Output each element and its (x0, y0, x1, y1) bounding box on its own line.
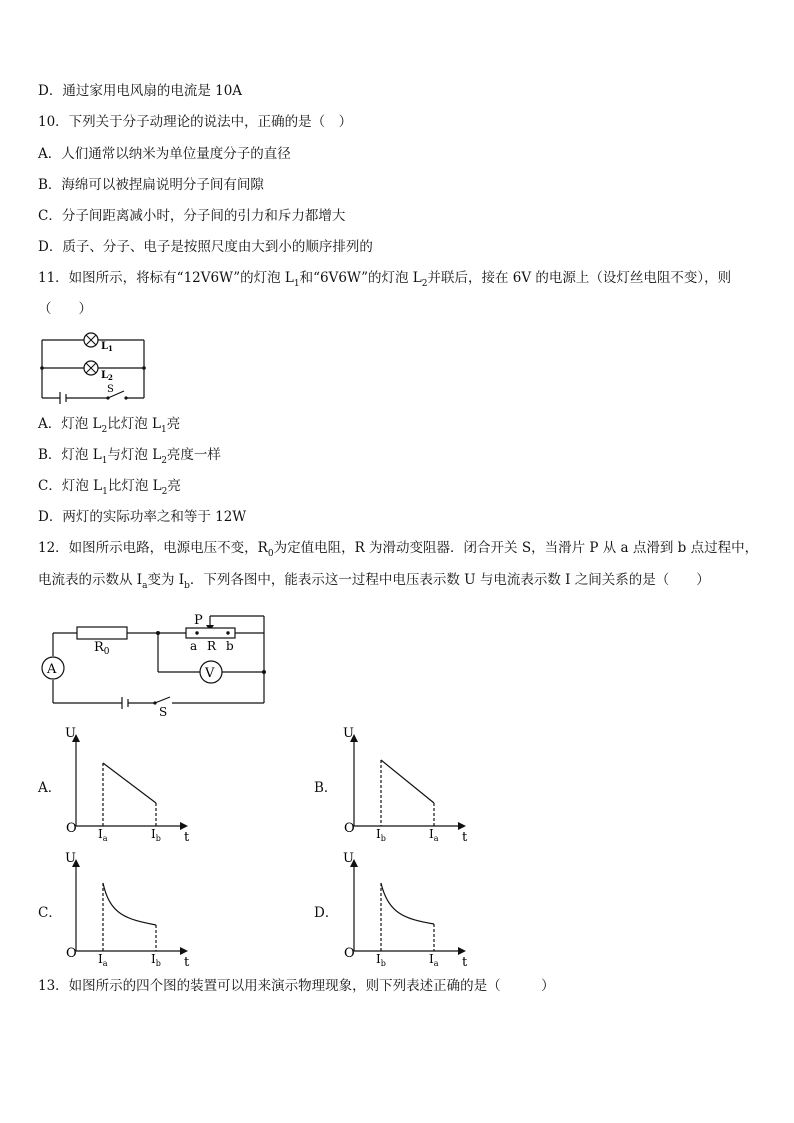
rheostat-r-label: R (207, 639, 217, 653)
graph-d-y-label: U (343, 851, 354, 866)
graph-c-tick1: $I_a$ (98, 952, 108, 968)
q11-option-d: D．两灯的实际功率之和等于 12W (38, 509, 247, 525)
svg-text:V: V (205, 666, 215, 681)
graph-a-line (103, 763, 156, 803)
q11-option-b: B．灯泡 $L_1$与灯泡 $L_2$亮度一样 (38, 447, 221, 466)
graph-b-line (381, 760, 434, 803)
graph-d-curve (381, 883, 434, 924)
graph-a-origin: O (66, 821, 77, 836)
q10-option-b: B．海绵可以被捏扁说明分子间有间隙 (38, 177, 264, 193)
ammeter-symbol (42, 657, 64, 679)
graph-d-tick1: $I_b$ (376, 952, 386, 968)
q11-option-c: C．灯泡 $L_1$比灯泡 $L_2$亮 (38, 478, 181, 497)
q12-option-c-letter: C． (38, 905, 62, 921)
graph-a-y-label: U (65, 726, 76, 741)
q12-option-b-letter: B． (314, 780, 338, 796)
lamp-l1-label: $L_1$ (101, 341, 113, 353)
lamp-l2-label: $L_2$ (101, 370, 113, 382)
q10-option-a: A．人们通常以纳米为单位量度分子的直径 (38, 146, 291, 162)
graph-a-tick2: $I_b$ (151, 827, 161, 843)
q12-stem-line2: 电流表的示数从 $I_a$变为 $I_b$．下列各图中，能表示这一过程中电压表示数 U 与电流表示数 I 之间关系的是（ ） (38, 572, 710, 591)
graph-a-tick1: $I_a$ (98, 827, 108, 843)
q12-graph-b (340, 728, 480, 848)
q12-stem: 12．如图所示电路，电源电压不变，$R_0$为定值电阻，R 为滑动变阻器．闭合开关 S，当滑片 P 从 a 点滑到 b 点过程中， (38, 540, 759, 559)
q10-stem: 10．下列关于分子动理论的说法中，正确的是（ ） (38, 114, 353, 130)
graph-d-tick2: $I_a$ (429, 952, 439, 968)
q11-stem: 11．如图所示，将标有“12V6W”的灯泡 $L_1$和“6V6W”的灯泡 $L_2$并联后，接在 6V 的电源上（设灯丝电阻不变），则 (38, 270, 732, 289)
graph-d-x-label: t (462, 955, 468, 970)
graph-b-tick2: $I_a$ (429, 827, 439, 843)
graph-c-curve (103, 883, 156, 925)
graph-c-origin: O (66, 946, 77, 961)
q11-option-a: A．灯泡 $L_2$比灯泡 $L_1$亮 (38, 416, 181, 435)
q11-stem-line2: （ ） (38, 301, 92, 317)
resistor-r0 (77, 627, 127, 639)
graph-c-y-label: U (65, 851, 76, 866)
slider-p-label: P (194, 613, 203, 628)
q13-stem: 13．如图所示的四个图的装置可以用来演示物理现象，则下列表述正确的是（ ） (38, 978, 555, 994)
switch-s-label: S (159, 705, 168, 719)
voltmeter-symbol (200, 661, 222, 683)
graph-c-x-label: t (184, 955, 190, 970)
graph-b-y-label: U (343, 726, 354, 741)
q10-option-c: C．分子间距离减小时，分子间的引力和斥力都增大 (38, 208, 346, 224)
q12-graph-d (340, 853, 480, 973)
graph-a-x-label: t (184, 830, 190, 845)
r0-label: $R_0$ (94, 640, 110, 657)
graph-c-tick2: $I_b$ (151, 952, 161, 968)
point-a-label: a (190, 639, 198, 653)
graph-b-origin: O (344, 821, 355, 836)
svg-text:A: A (47, 662, 57, 677)
switch-s-label: S (107, 384, 114, 395)
q12-option-d-letter: D． (314, 905, 339, 921)
q10-option-d: D．质子、分子、电子是按照尺度由大到小的顺序排列的 (38, 239, 373, 255)
graph-b-tick1: $I_b$ (376, 827, 386, 843)
graph-b-x-label: t (462, 830, 468, 845)
graph-d-origin: O (344, 946, 355, 961)
q12-graph-c (62, 853, 202, 973)
point-b-label: b (226, 639, 234, 653)
q12-option-a-letter: A． (38, 780, 62, 796)
q12-graph-a (62, 728, 202, 848)
q9-option-d: D．通过家用电风扇的电流是 10A (38, 83, 243, 99)
